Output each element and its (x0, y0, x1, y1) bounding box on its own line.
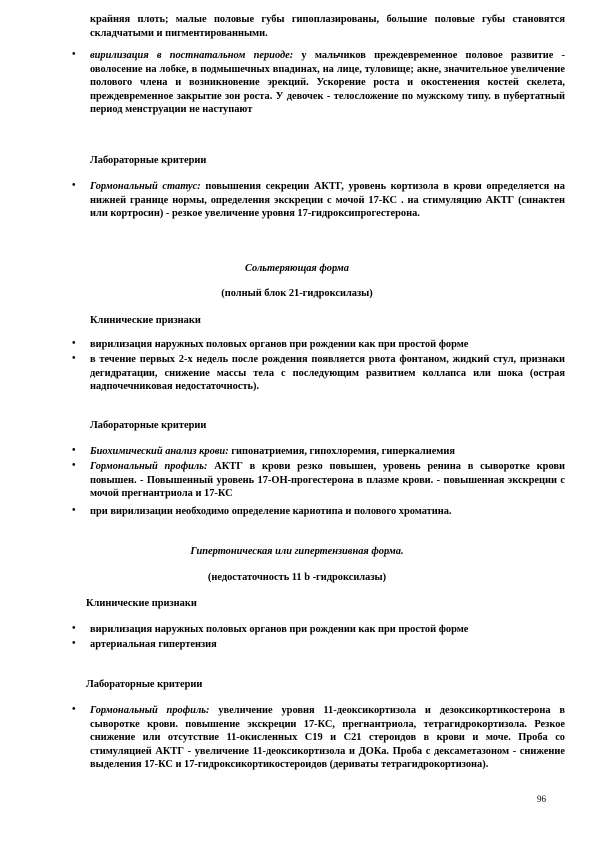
paragraph-continuation: крайняя плоть; малые половые губы гипоплазированы, большие половые губы становятся складчатыми и пигментированными. (90, 14, 565, 39)
section-heading: Лабораторные критерии (90, 155, 207, 166)
bullet-icon: • (72, 49, 76, 60)
list-item-text: Биохимический анализ крови: гипонатриемия, гипохлоремия, гиперкалиемия (90, 446, 455, 457)
page-number: 96 (537, 794, 546, 804)
list-item-text: Гормональный профиль: увеличение уровня 11-деоксикортизола и дезоксикортикостерона в сыворотке крови. повышение экскреции 17-КС, прегнантриола, тетрагидрокортизола. Резкое снижение или отсутствие 11-окисленных С19 и С21 стероидов в крови и моче. Проба со стимуляцией АКТГ - увеличение 11-деоксикортизола и ДОКа. Проба с дексаметазоном - снижение выделения 17-КС и 17-гидроксикортикостероидов (дериваты тетрагидрокортизона). (90, 705, 565, 771)
bullet-icon: • (72, 180, 76, 191)
list-item-text: Гормональный профиль: АКТГ в крови резко повышен, уровень ренина в сыворотке крови повышен. - Повышенный уровень 17-ОН-прогестерона в плазме крови. - повышенная экскреции с мочой прегнантриола и 17-КС (90, 461, 565, 500)
list-item-text: вирилизация в постнатальном периоде: у мальчиков преждевременное половое развитие - оволосение на лобке, в подмышечных впадинах, на лице, туловище; акне, значительное увеличение полового члена и возникновение эрекций. Ускорение роста и окостенения костей скелета, преждевременное закрытие зон роста. У девочек - телосложение по мужскому типу. в пубертатный период менструации не наступают (90, 50, 565, 116)
bullet-icon: • (72, 445, 76, 456)
list-item-text: Гормональный статус: повышения секреции АКТГ, уровень кортизола в крови определяется на нижней границе нормы, определения экскреции с мочой 17-КС . на стимуляцию АКТГ (синактен или кортросин) - резкое увеличение уровня 17-гидроксипрогестерона. (90, 181, 565, 220)
bullet-icon: • (72, 623, 76, 634)
list-item-text: при вирилизации необходимо определение кариотипа и полового хроматина. (90, 506, 452, 517)
bullet-icon: • (72, 353, 76, 364)
list-item-text: вирилизация наружных половых органов при рождении как при простой форме (90, 339, 469, 350)
bullet-icon: • (72, 505, 76, 516)
list-item-text: вирилизация наружных половых органов при рождении как при простой форме (90, 624, 469, 635)
section-heading: Лабораторные критерии (90, 420, 207, 431)
list-item-text: в течение первых 2-х недель после рождения появляется рвота фонтаном, жидкий стул, признаки дегидратации, снижение массы тела с последующим развитием коллапса или шока (острая надпочечниковая недостаточность). (90, 354, 565, 393)
bullet-icon: • (72, 704, 76, 715)
bullet-icon: • (72, 460, 76, 471)
bullet-icon: • (72, 638, 76, 649)
section-subtitle: (полный блок 21-гидроксилазы) (221, 288, 373, 299)
section-subtitle: (недостаточность 11 b -гидроксилазы) (207, 572, 387, 583)
section-heading: Клинические признаки (86, 598, 197, 609)
section-title: Сольтеряющая форма (245, 263, 349, 274)
list-item-text: артериальная гипертензия (90, 639, 217, 650)
bullet-icon: • (72, 338, 76, 349)
section-heading: Лабораторные критерии (86, 679, 203, 690)
section-title: Гипертоническая или гипертензивная форма. (190, 546, 404, 557)
section-heading: Клинические признаки (90, 315, 201, 326)
